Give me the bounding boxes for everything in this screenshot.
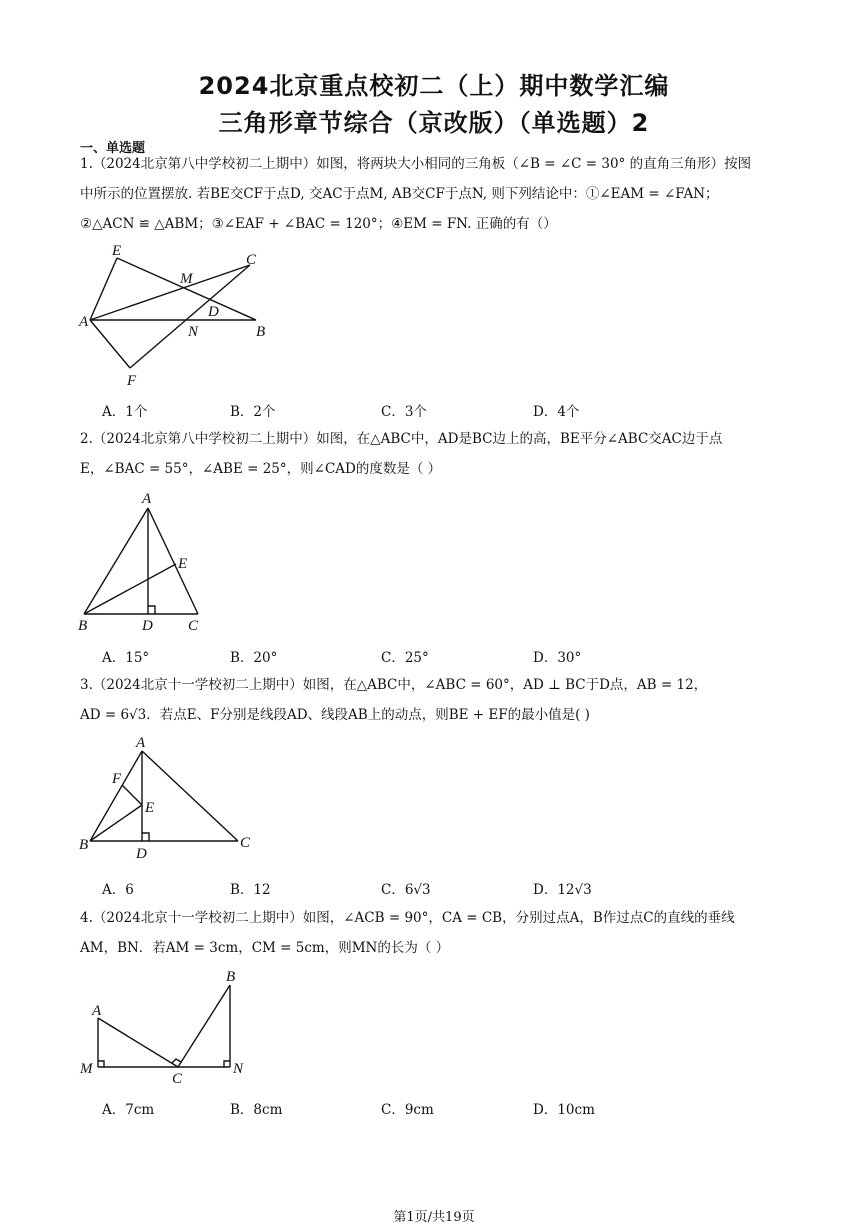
q2-option-c[interactable]: C．25° [381, 650, 429, 666]
q2-figure [70, 488, 220, 638]
q3-option-c[interactable]: C．6√3 [381, 882, 431, 898]
q1-option-a[interactable]: A．1个 [102, 404, 148, 420]
q1-text-line3: ②△ACN ≌ △ABM；③∠EAF + ∠BAC = 120°；④EM = FN. 正确的有（） [80, 216, 557, 232]
q3-option-a[interactable]: A．6 [102, 882, 134, 898]
q2-label-c: C [188, 618, 199, 634]
q1-text-line1: 1.（2024北京第八中学校初二上期中）如图，将两块大小相同的三角板（∠B = ∠C = 30° 的直角三角形）按图 [80, 156, 752, 172]
q3-label-a: A [136, 735, 146, 751]
q3-seg-fe [122, 785, 142, 805]
q4-option-b[interactable]: B．8cm [230, 1102, 283, 1118]
q3-label-f: F [112, 771, 122, 787]
q4-label-c: C [172, 1071, 183, 1087]
q3-seg-ac [142, 751, 238, 841]
q1-figure [70, 240, 280, 390]
q1-label-d: D [208, 304, 219, 320]
q2-text-line2: E，∠BAC = 55°，∠ABE = 25°，则∠CAD的度数是（ ） [80, 461, 442, 477]
q4-seg-cb [178, 985, 230, 1067]
q1-label-b: B [256, 324, 266, 340]
q1-seg-af [90, 320, 130, 368]
q3-seg-ab [90, 751, 142, 841]
section-heading: 一、单选题 [80, 141, 146, 156]
q2-text-line1: 2.（2024北京第八中学校初二上期中）如图，在△ABC中，AD是BC边上的高，BE平分∠ABC交AC边于点 [80, 431, 723, 447]
q1-label-f: F [127, 373, 137, 389]
q4-seg-ac [98, 1018, 178, 1067]
q4-label-a: A [92, 1003, 102, 1019]
q1-seg-ae [90, 258, 117, 320]
q2-option-a[interactable]: A．15° [102, 650, 150, 666]
q2-label-a: A [142, 491, 152, 507]
q4-text-line1: 4.（2024北京十一学校初二上期中）如图，∠ACB = 90°，CA = CB，分别过点A，B作过点C的直线的垂线 [80, 910, 735, 926]
q4-label-m: M [80, 1061, 93, 1077]
q4-option-c[interactable]: C．9cm [381, 1102, 434, 1118]
q1-seg-eb [117, 258, 256, 320]
q4-text-line2: AM，BN．若AM = 3cm，CM = 5cm，则MN的长为（ ） [80, 940, 450, 956]
q4-right-angle-mark-m [98, 1061, 104, 1067]
q4-right-angle-mark-c [172, 1059, 181, 1063]
q3-option-d[interactable]: D．12√3 [533, 882, 592, 898]
q4-right-angle-mark-n [224, 1061, 230, 1067]
q4-figure [70, 965, 260, 1090]
q1-label-e: E [112, 243, 122, 259]
q1-label-a: A [79, 314, 89, 330]
q2-option-b[interactable]: B．20° [230, 650, 278, 666]
q4-option-d[interactable]: D．10cm [533, 1102, 595, 1118]
q3-label-d: D [136, 846, 147, 862]
q1-seg-ac [90, 265, 250, 320]
q3-label-b: B [79, 837, 89, 853]
q1-option-d[interactable]: D．4个 [533, 404, 580, 420]
q3-seg-be [90, 805, 142, 841]
q2-seg-be [84, 564, 176, 614]
q3-label-c: C [240, 835, 251, 851]
q1-label-c: C [246, 252, 257, 268]
q1-option-b[interactable]: B．2个 [230, 404, 276, 420]
q3-label-e: E [145, 800, 155, 816]
q2-label-e: E [178, 556, 188, 572]
q4-option-a[interactable]: A．7cm [102, 1102, 155, 1118]
q3-figure [70, 733, 270, 863]
q2-seg-ab [84, 508, 148, 614]
q4-label-n: N [233, 1061, 244, 1077]
q2-option-d[interactable]: D．30° [533, 650, 582, 666]
q1-text-line2: 中所示的位置摆放. 若BE交CF于点D, 交AC于点M, AB交CF于点N, 则下列结论中：①∠EAM = ∠FAN； [80, 186, 719, 202]
q1-label-n: N [188, 324, 199, 340]
q2-right-angle-mark [148, 606, 155, 614]
q3-text-line1: 3.（2024北京十一学校初二上期中）如图，在△ABC中，∠ABC = 60°，AD ⊥ BC于D点，AB = 12， [80, 677, 708, 693]
page-number: 第1页/共19页 [393, 1210, 475, 1225]
document-title-line2: 三角形章节综合（京改版）（单选题）2 [218, 109, 650, 137]
document-title-line1: 2024北京重点校初二（上）期中数学汇编 [198, 72, 670, 100]
q2-label-b: B [78, 618, 88, 634]
q3-option-b[interactable]: B．12 [230, 882, 271, 898]
q1-option-c[interactable]: C．3个 [381, 404, 427, 420]
q2-seg-ac [148, 508, 198, 614]
q1-label-m: M [180, 271, 193, 287]
q3-right-angle-mark [142, 833, 149, 841]
q2-label-d: D [142, 618, 153, 634]
q4-label-b: B [226, 969, 236, 985]
q3-text-line2: AD = 6√3．若点E、F分别是线段AD、线段AB上的动点，则BE + EF的最小值是( ) [80, 707, 590, 723]
